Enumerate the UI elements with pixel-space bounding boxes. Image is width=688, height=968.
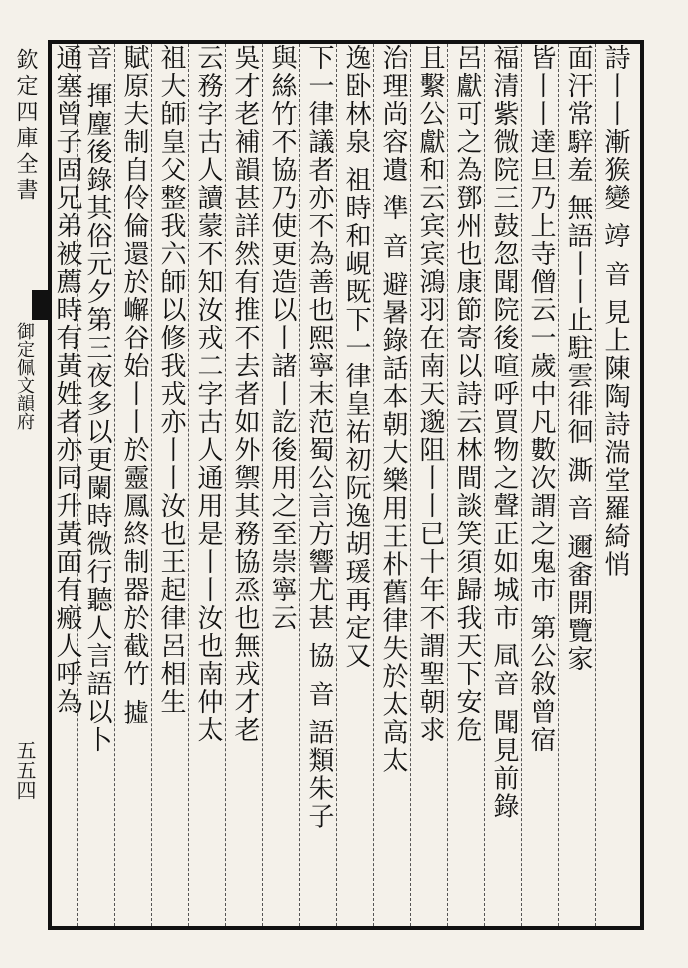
column-rule xyxy=(558,44,560,926)
margin-book-title: 御定佩文韻府 xyxy=(14,322,35,430)
text-column: 賦原夫制自伶倫還於嶰谷始丨丨於靈鳳終制器於截竹 𢴮 xyxy=(119,44,149,727)
column-rule xyxy=(595,44,597,926)
column-rule xyxy=(299,44,301,926)
text-column: 且繫公獻和云宾宾鴻羽在南天邈阻丨丨已十年不謂聖朝求 xyxy=(415,44,445,744)
text-column: 詩丨丨漸㺅變 𥪜 音 見上陳陶詩湍堂羅綺悄 xyxy=(600,44,630,579)
text-column: 治理尚容遺 凖 音 避暑錄話本朝大樂用王朴舊律失於太高太 xyxy=(378,44,408,775)
text-column: 與絲竹不協乃使更造以丨諸丨訖後用之至崇寧云 xyxy=(267,44,297,632)
text-column: 云務字古人讀蒙不知汝戎二字古人通用是丨丨汝也南仲太 xyxy=(193,44,223,744)
column-rule xyxy=(114,44,116,926)
text-column: 音 揮麈後錄其俗元夕第三夜多以更闌時微行聽人言語以卜 xyxy=(82,44,112,755)
column-rule xyxy=(521,44,523,926)
text-column: 面汗常騂羞 無語丨丨止駐雲徘徊 澌 音 邇畬開覽家 xyxy=(563,44,593,674)
column-rule xyxy=(225,44,227,926)
column-rule xyxy=(151,44,153,926)
column-rule xyxy=(336,44,338,926)
column-rule xyxy=(484,44,486,926)
column-rule xyxy=(410,44,412,926)
text-column: 福清紫微院三鼓忽聞院後喧呼買物之聲正如城市 凬音 聞見前錄 xyxy=(489,44,519,821)
text-column: 祖大師皇父整我六師以修我戎亦丨丨汝也王起律呂相生 xyxy=(156,44,186,716)
text-column: 吳才老補韻甚詳然有推不去者如外禦其務協烝也無戎才老 xyxy=(230,44,260,744)
text-column: 呂獻可之為鄧州也康節寄以詩云林間談笑須歸我天下安危 xyxy=(452,44,482,744)
text-column: 逸卧林泉 祖時和峴既下一律皇祐初阮逸胡瑗再定又 xyxy=(341,44,371,671)
page-number: 五五四 xyxy=(13,740,37,800)
text-column: 通塞曾子固兄弟被薦時有黃姓者亦同升黃面有瘢人呼為 xyxy=(52,44,82,716)
column-rule xyxy=(262,44,264,926)
column-rule xyxy=(447,44,449,926)
text-column: 下一律議者亦不為善也熙寧末范蜀公言方響尤甚 協 音 語類朱子 xyxy=(304,44,334,831)
text-column: 皆丨丨達旦乃上寺僧云一歲中凡數次謂之鬼市 第公敘曾宿 xyxy=(526,44,556,755)
fish-tail-mark xyxy=(32,290,48,320)
margin-title: 欽定四庫全書 xyxy=(13,48,38,204)
column-rule xyxy=(373,44,375,926)
column-rule xyxy=(188,44,190,926)
